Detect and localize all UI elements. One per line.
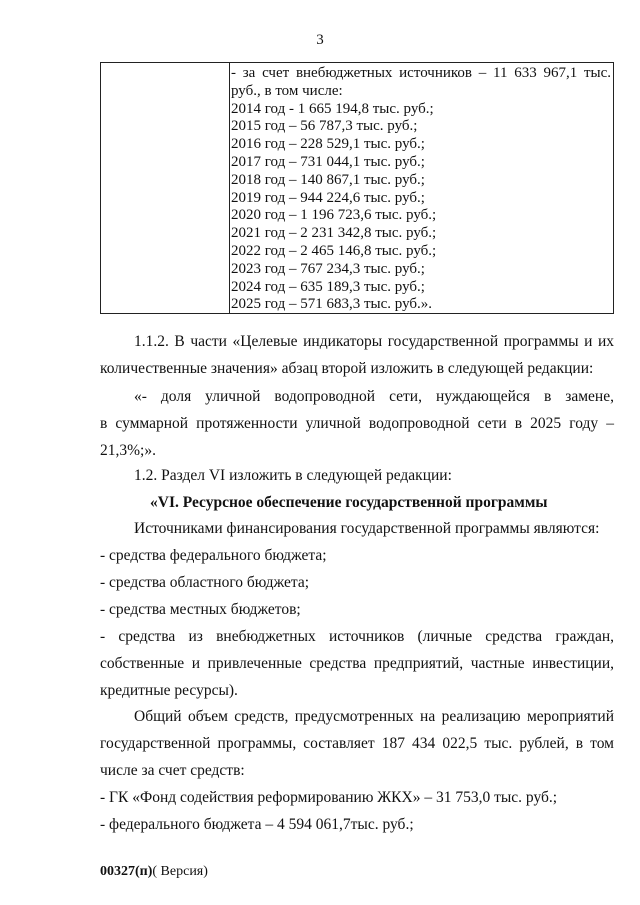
text-line: 1.1.2. В части «Целевые индикаторы государственной программы и их <box>134 333 614 350</box>
paragraph-total <box>100 703 614 838</box>
text-line: в суммарной протяженности уличной водопроводной сети в 2025 году – <box>100 415 614 432</box>
footer <box>100 864 208 880</box>
year-line: 2016 год – 228 529,1 тыс. руб.; <box>231 136 425 153</box>
paragraph-sources <box>100 515 614 704</box>
paragraph-section <box>100 462 614 489</box>
year-line: 2017 год – 731 044,1 тыс. руб.; <box>231 153 425 170</box>
bullet-line: - федерального бюджета – 4 594 061,7тыс. руб.; <box>100 816 414 833</box>
table-left-cell <box>101 63 230 313</box>
bullet-line: - средства областного бюджета; <box>100 574 310 591</box>
text-line: количественные значения» абзац второй изложить в следующей редакции: <box>100 360 594 377</box>
text-line: Источниками финансирования государственной программы являются: <box>134 520 600 537</box>
year-line: 2023 год – 767 234,3 тыс. руб.; <box>231 260 425 277</box>
year-line: 2014 год - 1 665 194,8 тыс. руб.; <box>231 100 434 117</box>
bullet-line: - средства федерального бюджета; <box>100 547 327 564</box>
year-line: 2025 год – 571 683,3 тыс. руб.». <box>231 296 433 313</box>
section-heading <box>150 489 614 516</box>
heading-text: «VI. Ресурсное обеспечение государственной программы <box>150 494 548 511</box>
text-line: «- доля уличной водопроводной сети, нуждающейся в замене, <box>134 388 614 405</box>
page-number: 3 <box>316 32 324 48</box>
version-label: ( Версия) <box>152 864 208 879</box>
year-line: 2024 год – 635 189,3 тыс. руб.; <box>231 278 425 295</box>
text-line: Общий объем средств, предусмотренных на реализацию мероприятий <box>134 708 614 725</box>
year-line: 2020 год – 1 196 723,6 тыс. руб.; <box>231 207 437 224</box>
text-line: государственной программы, составляет 187 434 022,5 тыс. рублей, в том <box>100 735 614 752</box>
text-line: кредитные ресурсы). <box>100 682 238 699</box>
paragraph-quote <box>100 383 614 464</box>
year-line: 2019 год – 944 224,6 тыс. руб.; <box>231 189 425 206</box>
document-code: 00327(п) <box>100 864 153 879</box>
year-line: 2022 год – 2 465 146,8 тыс. руб.; <box>231 242 437 259</box>
funding-table <box>100 62 614 314</box>
text-line: 1.2. Раздел VI изложить в следующей редакции: <box>134 467 452 484</box>
paragraph-indicators <box>100 328 614 382</box>
year-line: 2015 год – 56 787,3 тыс. руб.; <box>231 118 418 135</box>
table-intro-line: руб., в том числе: <box>231 82 343 99</box>
table-intro-line: - за счет внебюджетных источников – 11 633 967,1 тыс. <box>231 65 611 81</box>
bullet-line: - средства местных бюджетов; <box>100 601 301 618</box>
year-line: 2018 год – 140 867,1 тыс. руб.; <box>231 171 425 188</box>
table-right-cell <box>231 65 611 314</box>
text-line: собственные и привлеченные средства предприятий, частные инвестиции, <box>100 655 614 672</box>
text-line: 21,3%;». <box>100 442 156 459</box>
text-line: числе за счет средств: <box>100 762 245 779</box>
bullet-line: - ГК «Фонд содействия реформированию ЖКХ» – 31 753,0 тыс. руб.; <box>100 789 558 806</box>
bullet-line: - средства из внебюджетных источников (личные средства граждан, <box>100 628 614 645</box>
year-line: 2021 год – 2 231 342,8 тыс. руб.; <box>231 225 437 242</box>
